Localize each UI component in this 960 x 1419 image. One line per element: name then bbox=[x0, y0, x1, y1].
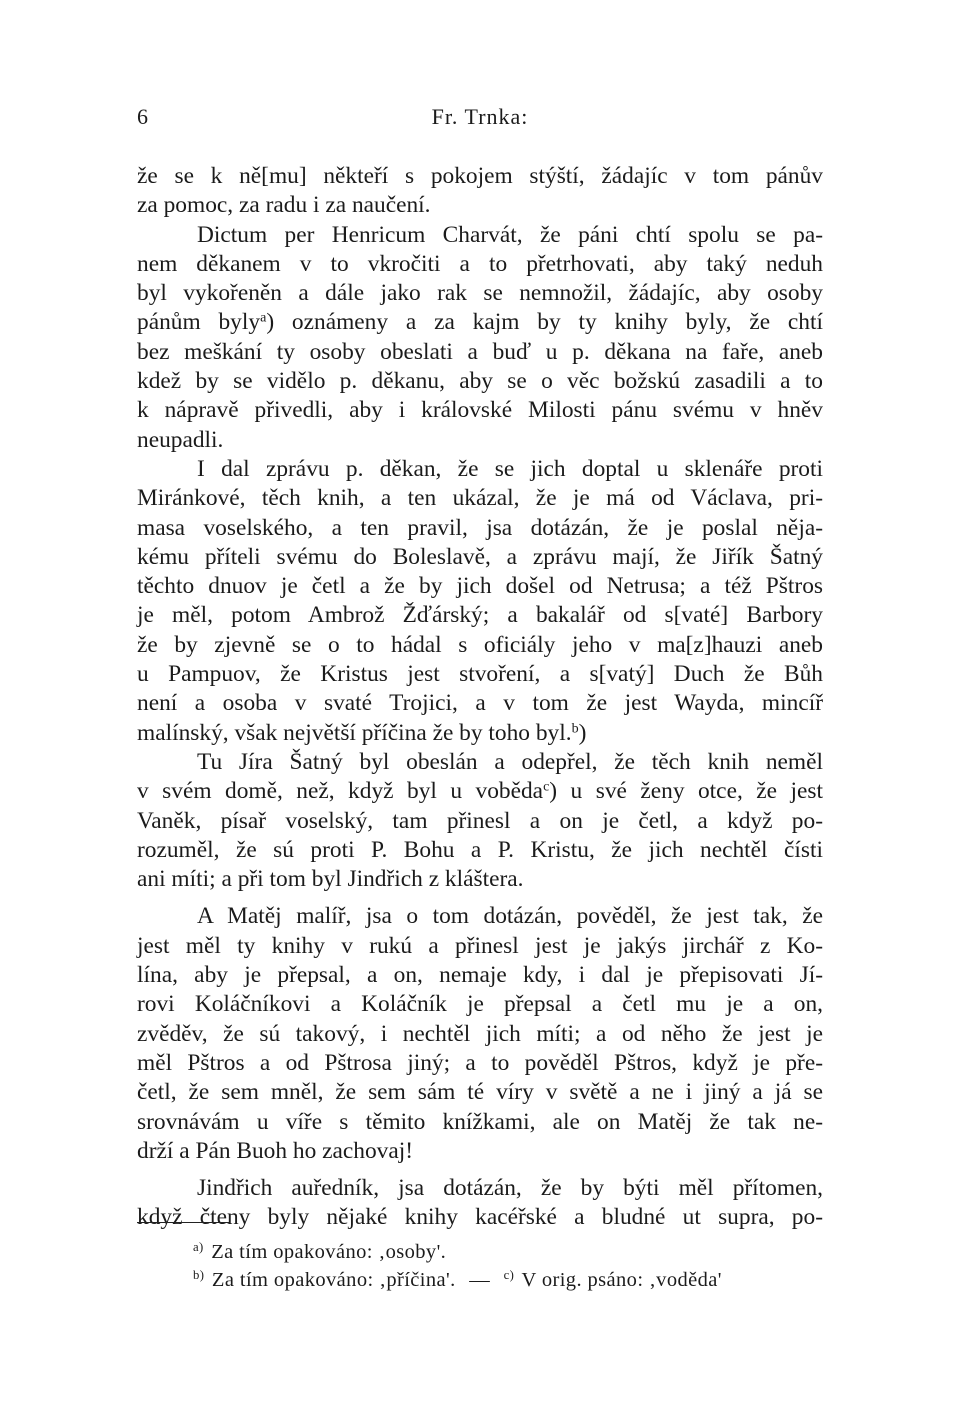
line-text: byl vykořeněn a dále jako rak se nemnožil, žádajíc, aby osoby bbox=[137, 280, 823, 307]
text-line bbox=[137, 865, 823, 894]
text-line bbox=[137, 279, 823, 308]
line-text: ) oznámeny a za kajm by ty knihy byly, že chtí bbox=[266, 309, 823, 336]
line-text: že se k ně[mu] někteří s pokojem stýští, žádajíc v tom pánův bbox=[137, 163, 823, 189]
line-text: Vaněk, písař voselský, tam přinesl a on je četl, a když po- bbox=[137, 807, 823, 834]
footnote-mark: b) bbox=[193, 1268, 205, 1283]
text-line bbox=[137, 338, 823, 367]
text-line bbox=[137, 1137, 823, 1166]
body-text bbox=[137, 162, 823, 1233]
text-line bbox=[137, 660, 823, 689]
text-line bbox=[137, 162, 823, 191]
text-line bbox=[137, 250, 823, 279]
line-text: Miránkové, těch knih, a ten ukázal, že je má od Václava, pri- bbox=[137, 485, 823, 512]
footnote-reference: c bbox=[543, 778, 550, 795]
page-number: 6 bbox=[137, 104, 148, 129]
line-text: když čteny byly nějaké knihy kacéřské a bludné ut supra, po- bbox=[137, 1204, 823, 1231]
line-text: srovnávám u víře s těmito knížkami, ale on Matěj že tak ne- bbox=[137, 1108, 823, 1135]
footnote-reference: a bbox=[260, 309, 267, 326]
text-line bbox=[137, 1020, 823, 1049]
line-text: je měl, potom Ambrož Žďárský; a bakalář od s[vaté] Barbory bbox=[137, 602, 823, 629]
line-text: Tu Jíra Šatný byl obeslán a odepřel, že těch knih neměl bbox=[197, 748, 823, 775]
line-text: ) bbox=[578, 719, 587, 746]
text-line bbox=[137, 396, 823, 425]
line-text: neupadli. bbox=[137, 426, 224, 453]
line-text: těchto dnuov je četl a že by jich došel od Netrusa; a též Pštros bbox=[137, 573, 823, 600]
text-line bbox=[137, 807, 823, 836]
line-text: zvěděv, že sú takový, i nechtěl jich míti; a od něho že jest je bbox=[137, 1020, 823, 1047]
line-text: za pomoc, za radu i za naučení. bbox=[137, 192, 431, 219]
footnote-separator bbox=[137, 1222, 229, 1223]
line-text: četl, že sem mněl, že sem sám té víry v světě a ne i jiný a já se bbox=[137, 1079, 823, 1106]
text-line bbox=[137, 689, 823, 718]
line-text: jest měl ty knihy v rukú a přinesl jest je jakýs jirchář z Ko- bbox=[137, 932, 823, 959]
text-line bbox=[137, 601, 823, 630]
text-line bbox=[137, 932, 823, 961]
line-text: Jindřich auředník, jsa dotázán, že by býti měl přítomen, bbox=[197, 1175, 823, 1202]
text-line bbox=[137, 543, 823, 572]
text-line bbox=[137, 221, 823, 250]
footnotes bbox=[193, 1238, 823, 1294]
line-text: není a osoba v svaté Trojici, a v tom že jest Wayda, mincíř bbox=[137, 690, 823, 717]
footnote-a bbox=[193, 1238, 823, 1266]
line-text: ) u své ženy otce, že jest bbox=[549, 778, 823, 805]
line-text: lína, aby je přepsal, a on, nemaje kdy, i dal je přepisovati Jí- bbox=[137, 962, 823, 989]
footnote-text: V orig. psáno: ‚voděda' bbox=[521, 1269, 722, 1291]
line-text: A Matěj malíř, jsa o tom dotázán, pověděl, že jest tak, že bbox=[197, 903, 823, 930]
text-line bbox=[137, 961, 823, 990]
line-text: masa voselského, a ten pravil, jsa dotázán, že je poslal něja- bbox=[137, 514, 823, 541]
text-line bbox=[137, 748, 823, 777]
text-line bbox=[137, 367, 823, 396]
line-text: Dictum per Henricum Charvát, že páni chtí spolu se pa- bbox=[197, 221, 823, 248]
text-line bbox=[137, 572, 823, 601]
line-text: v svém domě, než, když byl u voběda bbox=[137, 778, 544, 805]
line-text: malínský, však největší příčina že by toho byl. bbox=[137, 719, 572, 746]
line-text: kdež by se vidělo p. děkanu, aby se o věc božskú zasadili a to bbox=[137, 368, 823, 395]
text-line bbox=[137, 1174, 823, 1203]
text-line bbox=[137, 1203, 823, 1232]
text-line bbox=[137, 455, 823, 484]
text-line bbox=[137, 719, 823, 748]
footnote-reference: b bbox=[571, 719, 579, 736]
line-text: rozuměl, že sú proti P. Bohu a P. Kristu, že jich nechtěl čísti bbox=[137, 836, 823, 863]
text-line bbox=[137, 777, 823, 806]
text-line bbox=[137, 191, 823, 220]
footnote-b-c bbox=[193, 1266, 823, 1294]
text-line bbox=[137, 1078, 823, 1107]
footnote-dash: — bbox=[469, 1269, 491, 1291]
text-line bbox=[137, 1049, 823, 1078]
line-text: kému příteli svému do Boleslavě, a zprávu mají, že Jiřík Šatný bbox=[137, 543, 823, 570]
text-line bbox=[137, 990, 823, 1019]
line-text: ani míti; a při tom byl Jindřich z kláštera. bbox=[137, 866, 524, 893]
line-text: měl Pštros a od Pštrosa jiný; a to pověděl Pštros, když je pře- bbox=[137, 1049, 823, 1076]
line-text: rovi Koláčníkovi a Koláčník je přepsal a četl mu je a on, bbox=[137, 991, 823, 1018]
text-line bbox=[137, 631, 823, 660]
footnote-mark: c) bbox=[503, 1268, 515, 1283]
footnote-mark: a) bbox=[193, 1240, 204, 1255]
text-line bbox=[137, 902, 823, 931]
footnote-text: Za tím opakováno: ‚osoby'. bbox=[211, 1241, 447, 1263]
line-text: u Pampuov, že Kristus jest stvoření, a s[vatý] Duch že Bůh bbox=[137, 661, 823, 688]
text-line bbox=[137, 426, 823, 455]
line-text: I dal zprávu p. děkan, že se jich doptal u sklenáře proti bbox=[197, 455, 823, 482]
line-text: nem děkanem v to vkročiti a to přetrhovati, aby taký neduh bbox=[137, 250, 823, 277]
running-head: Fr. Trnka: bbox=[431, 104, 529, 129]
text-line bbox=[137, 1108, 823, 1137]
page-header bbox=[137, 102, 823, 132]
text-line bbox=[137, 484, 823, 513]
line-text: k nápravě přivedli, aby i královské Milosti pánu svému v hněv bbox=[137, 397, 823, 424]
line-text: drží a Pán Buoh ho zachovaj! bbox=[137, 1137, 414, 1164]
footnote-text: Za tím opakováno: ‚příčina'. bbox=[211, 1269, 456, 1291]
line-text: pánům byly bbox=[137, 309, 261, 336]
text-line bbox=[137, 836, 823, 865]
text-line bbox=[137, 514, 823, 543]
line-text: že by zjevně se o to hádal s oficiály jeho v ma[z]hauzi aneb bbox=[137, 631, 823, 658]
text-line bbox=[137, 308, 823, 337]
line-text: bez meškání ty osoby obeslati a buď u p. děkana na faře, aneb bbox=[137, 338, 823, 365]
